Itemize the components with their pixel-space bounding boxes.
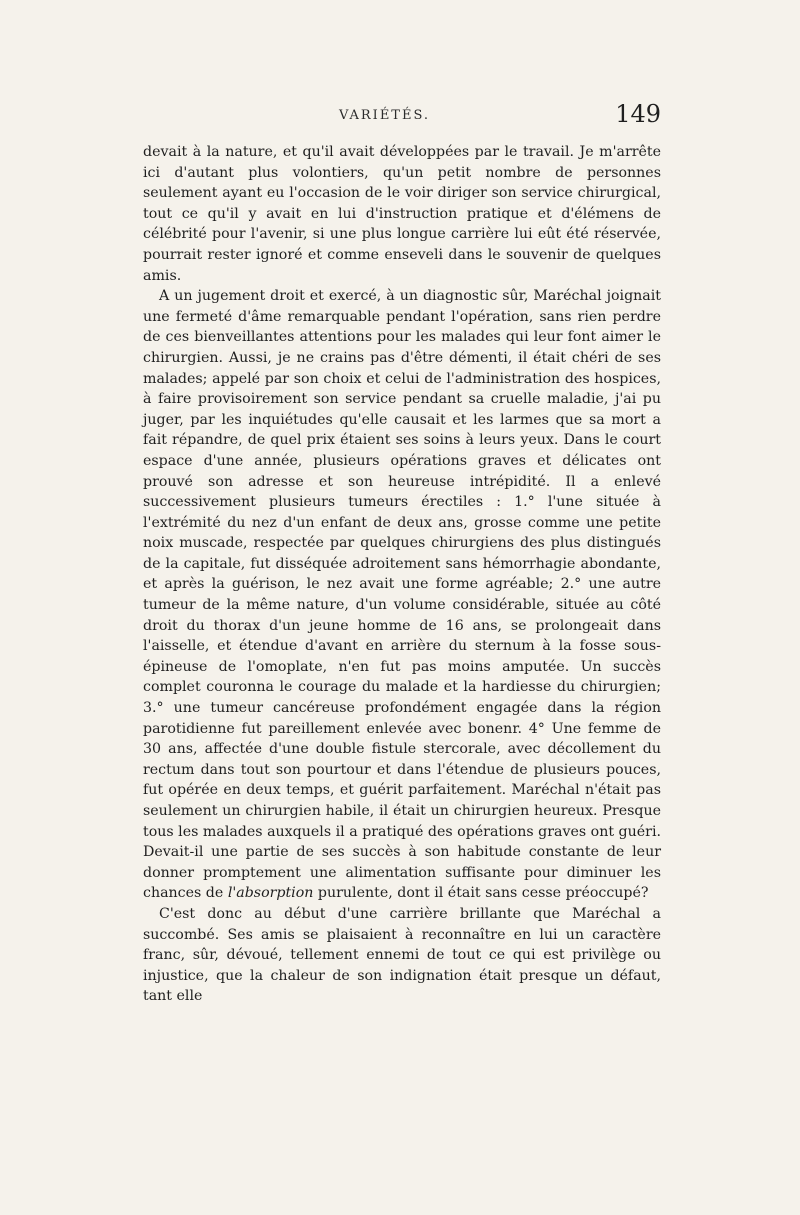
paragraph-career: [143, 904, 661, 1007]
paragraph-text: devait à la nature, et qu'il avait développées par le travail. Je m'arrête ici d'autant plus volontiers, qu'un petit nombre de personnes seulement ayant eu l'occasion de le voir diriger son service chirurgical, tout ce qu'il y avait en lui d'instruction pratique et d'élémens de célébrité pour l'avenir, si une plus longue carrière lui eût été réservée, pourrait rester ignoré et comme enseveli dans le souvenir de quelques amis.: [143, 144, 661, 284]
italic-term: l'absorption: [227, 885, 314, 902]
running-head: VARIÉTÉS.: [339, 108, 431, 123]
paragraph-tail: purulente, dont il était sans cesse préoccupé?: [313, 885, 649, 902]
paragraph-text: C'est donc au début d'une carrière brillante que Maréchal a succombé. Ses amis se plaisaient à reconnaître en lui un caractère franc, sûr, dévoué, tellement ennemi de tout ce qui est privilège ou injustice, que la chaleur de son indignation était presque un défaut, tant elle: [143, 905, 661, 1005]
paragraph-text: A un jugement droit et exercé, à un diagnostic sûr, Maréchal joignait une fermeté d'âme remarquable pendant l'opération, sans rien perdre de ces bienveillantes attentions pour les malades qui leur font aimer le chirurgien. Aussi, je ne crains pas d'être démenti, il était chéri de ses malades; appelé par son choix et celui de l'administration des hospices, à faire provisoirement son service pendant sa cruelle maladie, j'ai pu juger, par les inquiétudes qu'elle causait et les larmes que sa mort a fait répandre, de quel prix étaient ses soins à leurs yeux. Dans le court espace d'une année, plusieurs opérations graves et délicates ont prouvé son adresse et son heureuse intrépidité. Il a enlevé successivement plusieurs tumeurs érectiles : 1.° l'une située à l'extrémité du nez d'un enfant de deux ans, grosse comme une petite noix muscade, respectée par quelques chirurgiens des plus distingués de la capitale, fut disséquée adroitement sans hémorrhagie abondante, et après la guérison, le nez avait une forme agréable; 2.° une autre tumeur de la même nature, d'un volume considérable, située au côté droit du thorax d'un jeune homme de 16 ans, se prolongeait dans l'aisselle, et étendue d'avant en arrière du sternum à la fosse sous-épineuse de l'omoplate, n'en fut pas moins amputée. Un succès complet couronna le courage du malade et la hardiesse du chirurgien; 3.° une tumeur cancéreuse profondément engagée dans la région parotidienne fut pareillement enlevée avec bonenr. 4° Une femme de 30 ans, affectée d'une double fistule stercorale, avec décollement du rectum dans tout son pourtour et dans l'étendue de plusieurs pouces, fut opérée en deux temps, et guérit parfaitement. Maréchal n'était pas seulement un chirurgien habile, il était un chirurgien heureux. Presque tous les malades auxquels il a pratiqué des opérations graves ont guéri. Devait-il une partie de ses succès à son habitude constante de leur donner promptement une alimentation suffisante pour diminuer les chances de: [143, 288, 661, 902]
paragraph-marechal-surgery: [143, 286, 661, 904]
page-number: 149: [615, 100, 661, 128]
page-header: [143, 100, 661, 140]
paragraph-continuation: [143, 142, 661, 286]
body-text: [143, 142, 661, 1007]
